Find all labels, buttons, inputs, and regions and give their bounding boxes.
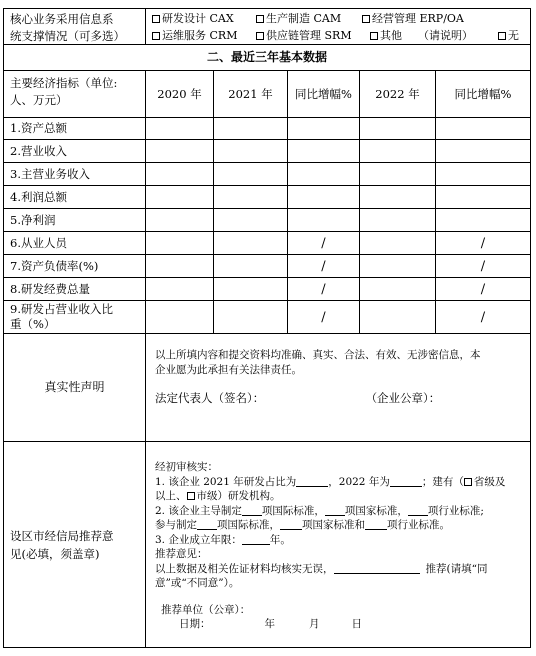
authenticity-statement-line2: 企业愿为此承担有关法律责任。 [155,363,302,376]
option-srm[interactable]: 供应链管理 SRM [256,27,370,44]
data-cell[interactable] [288,209,360,231]
option-crm[interactable]: 运维服务 CRM [152,27,256,44]
row-label-line: 1.资产总额 [10,121,67,135]
data-cell[interactable] [146,186,214,208]
data-cell[interactable] [360,255,436,277]
row-label [4,163,146,185]
data-cell[interactable] [360,118,436,139]
table-row [3,301,531,334]
na-cell: / [288,255,360,277]
option-cax[interactable]: 研发设计 CAX [152,10,256,27]
row-label [4,140,146,162]
column-header-2020: 2020 年 [146,71,214,117]
representative-signature-label: 法定代表人（签名）： [155,391,265,405]
business-support-row [3,8,531,45]
authenticity-label: 真实性声明 [4,334,146,441]
opinion-label: 推荐意见： [155,548,208,560]
checkbox-icon[interactable] [256,32,264,40]
row-label-line: 5.净利润 [10,212,56,227]
data-cell[interactable] [436,163,530,185]
opinion-line2: 意”或“不同意”）。 [155,577,240,589]
table-row [3,140,531,163]
row-label-line: 2.营业收入 [10,143,67,158]
join-intl-standards-field[interactable] [197,518,217,530]
checkbox-icon[interactable] [498,32,506,40]
lead-industry-standards-field[interactable] [408,504,428,516]
row-label [4,278,146,300]
authenticity-content [146,334,530,441]
data-cell[interactable] [214,232,288,254]
data-cell[interactable] [146,140,214,162]
rd-ratio-2022-field[interactable] [390,475,422,487]
recommendation-content [146,442,530,647]
na-cell: / [480,235,486,251]
option-other-explain: （请说明） [418,29,473,42]
table-row [3,118,531,140]
checkbox-icon[interactable] [370,32,378,40]
column-header-2022: 2022 年 [360,71,436,117]
option-cam[interactable]: 生产制造 CAM [256,10,362,27]
data-cell[interactable] [146,255,214,277]
business-support-label-line1: 核心业务采用信息系 [10,12,114,26]
data-cell[interactable] [214,278,288,300]
date-month: 月 [309,618,320,630]
opinion-line1: 以上数据及相关佐证材料均核实无误， 推荐(请填“同 [155,562,488,575]
row-label-line: 7.资产负债率(%) [10,258,99,273]
table-header-label-line2: 人、万元） [10,93,68,107]
option-other[interactable]: 其他 [370,27,418,44]
table-header-label [4,71,146,117]
lead-intl-standards-field[interactable] [242,504,262,516]
review-item-1-line1: 1. 该企业 2021 年研发占比为 ，2022 年为 ；建有（ 省级及 [155,475,506,488]
section-title-row [3,45,531,71]
rd-ratio-2021-field[interactable] [296,475,328,487]
table-row [3,232,531,255]
table-header-label-line1: 主要经济指标（单位: [10,76,118,90]
recommending-unit-label: 推荐单位（公章）： [161,603,251,616]
data-cell[interactable] [436,186,530,208]
na-cell: / [480,258,486,274]
data-cell[interactable] [288,186,360,208]
checkbox-icon[interactable] [152,15,160,23]
na-cell: / [480,309,486,325]
data-cell[interactable] [214,140,288,162]
table-row [3,163,531,186]
column-header-growth-2022: 同比增幅% [454,86,512,101]
checkbox-icon[interactable] [464,478,472,486]
checkbox-icon[interactable] [362,15,370,23]
row-label-line: 9.研发占营业收入比 [10,302,113,316]
join-national-standards-field[interactable] [280,518,302,530]
date-year: 年 [264,618,275,630]
data-cell[interactable] [360,278,436,300]
business-support-options [146,9,530,44]
table-row [3,209,531,232]
data-cell[interactable] [360,163,436,185]
recommendation-row [3,442,531,648]
review-item-3: 3. 企业成立年限： 年。 [155,533,291,546]
data-cell[interactable] [214,163,288,185]
row-label [4,118,146,139]
data-cell[interactable] [146,232,214,254]
row-label [4,186,146,208]
recommendation-opinion-field[interactable] [334,562,420,574]
date-line: 日期： 年 月 日 [179,618,362,630]
date-day: 日 [351,618,362,630]
row-label [4,255,146,277]
review-item-2-line2: 参与制定 项国际标准， 项国家标准和 项行业标准。 [155,519,450,531]
data-cell[interactable] [288,140,360,162]
review-item-2-line1: 2. 该企业主导制定 项国际标准， 项国家标准， 项行业标准; [155,504,484,517]
row-label-line: 4.利润总额 [10,189,67,204]
checkbox-icon[interactable] [152,32,160,40]
row-label [4,301,146,333]
option-erp[interactable]: 经营管理 ERP/OA [362,10,464,27]
table-row [3,255,531,278]
checkbox-icon[interactable] [187,492,195,500]
business-support-label-line2: 统支撑情况（可多选） [10,29,125,43]
authenticity-row [3,334,531,442]
data-cell[interactable] [288,118,360,139]
review-item-1-line2: 以上、 市级）研发机构。 [155,490,281,502]
option-none[interactable]: 无 [498,27,519,44]
checkbox-icon[interactable] [256,15,264,23]
na-cell: / [288,301,360,333]
data-cell[interactable] [436,140,530,162]
data-cell[interactable] [146,209,214,231]
data-cell[interactable] [360,209,436,231]
data-cell[interactable] [146,278,214,300]
company-seal-label: （企业公章）： [365,391,441,405]
na-cell: / [288,278,360,300]
data-cell[interactable] [360,301,436,333]
authenticity-statement-line1: 以上所填内容和提交资料均准确、真实、合法、有效、无涉密信息，本 [155,349,481,361]
data-cell[interactable] [214,118,288,139]
data-cell[interactable] [146,118,214,139]
column-header-2021: 2021 年 [214,71,288,117]
column-header-growth-2021: 同比增幅% [288,71,360,117]
row-label-line: 3.主营业务收入 [10,166,90,181]
data-cell[interactable] [360,232,436,254]
row-label-line: 重（%） [10,317,56,331]
data-cell[interactable] [360,186,436,208]
data-cell[interactable] [146,163,214,185]
business-support-label [4,9,146,44]
signature-line [155,391,524,406]
row-label [4,232,146,254]
data-cell[interactable] [288,163,360,185]
row-label-line: 6.从业人员 [10,235,67,250]
data-cell[interactable] [214,301,288,333]
recommendation-label-line2: 见(必填，须盖章) [10,546,100,561]
data-cell[interactable] [436,118,530,139]
lead-national-standards-field[interactable] [325,504,345,516]
row-label [4,209,146,231]
table-row [3,278,531,301]
options-line2 [152,27,530,44]
data-cell[interactable] [436,209,530,231]
join-industry-standards-field[interactable] [365,518,387,530]
data-cell[interactable] [214,186,288,208]
section-title: 二、最近三年基本数据 [206,50,327,64]
company-age-field[interactable] [242,533,270,545]
data-cell[interactable] [214,209,288,231]
na-cell: / [480,281,486,297]
row-label-line: 8.研发经费总量 [10,281,90,296]
data-cell[interactable] [146,301,214,333]
table-row [3,186,531,209]
data-cell[interactable] [360,140,436,162]
recommendation-label-line1: 设区市经信局推荐意 [10,528,114,543]
review-intro: 经初审核实： [155,461,218,473]
data-cell[interactable] [214,255,288,277]
table-header-row [3,71,531,118]
recommendation-label [4,442,146,647]
options-line1 [152,10,530,27]
na-cell: / [288,232,360,254]
